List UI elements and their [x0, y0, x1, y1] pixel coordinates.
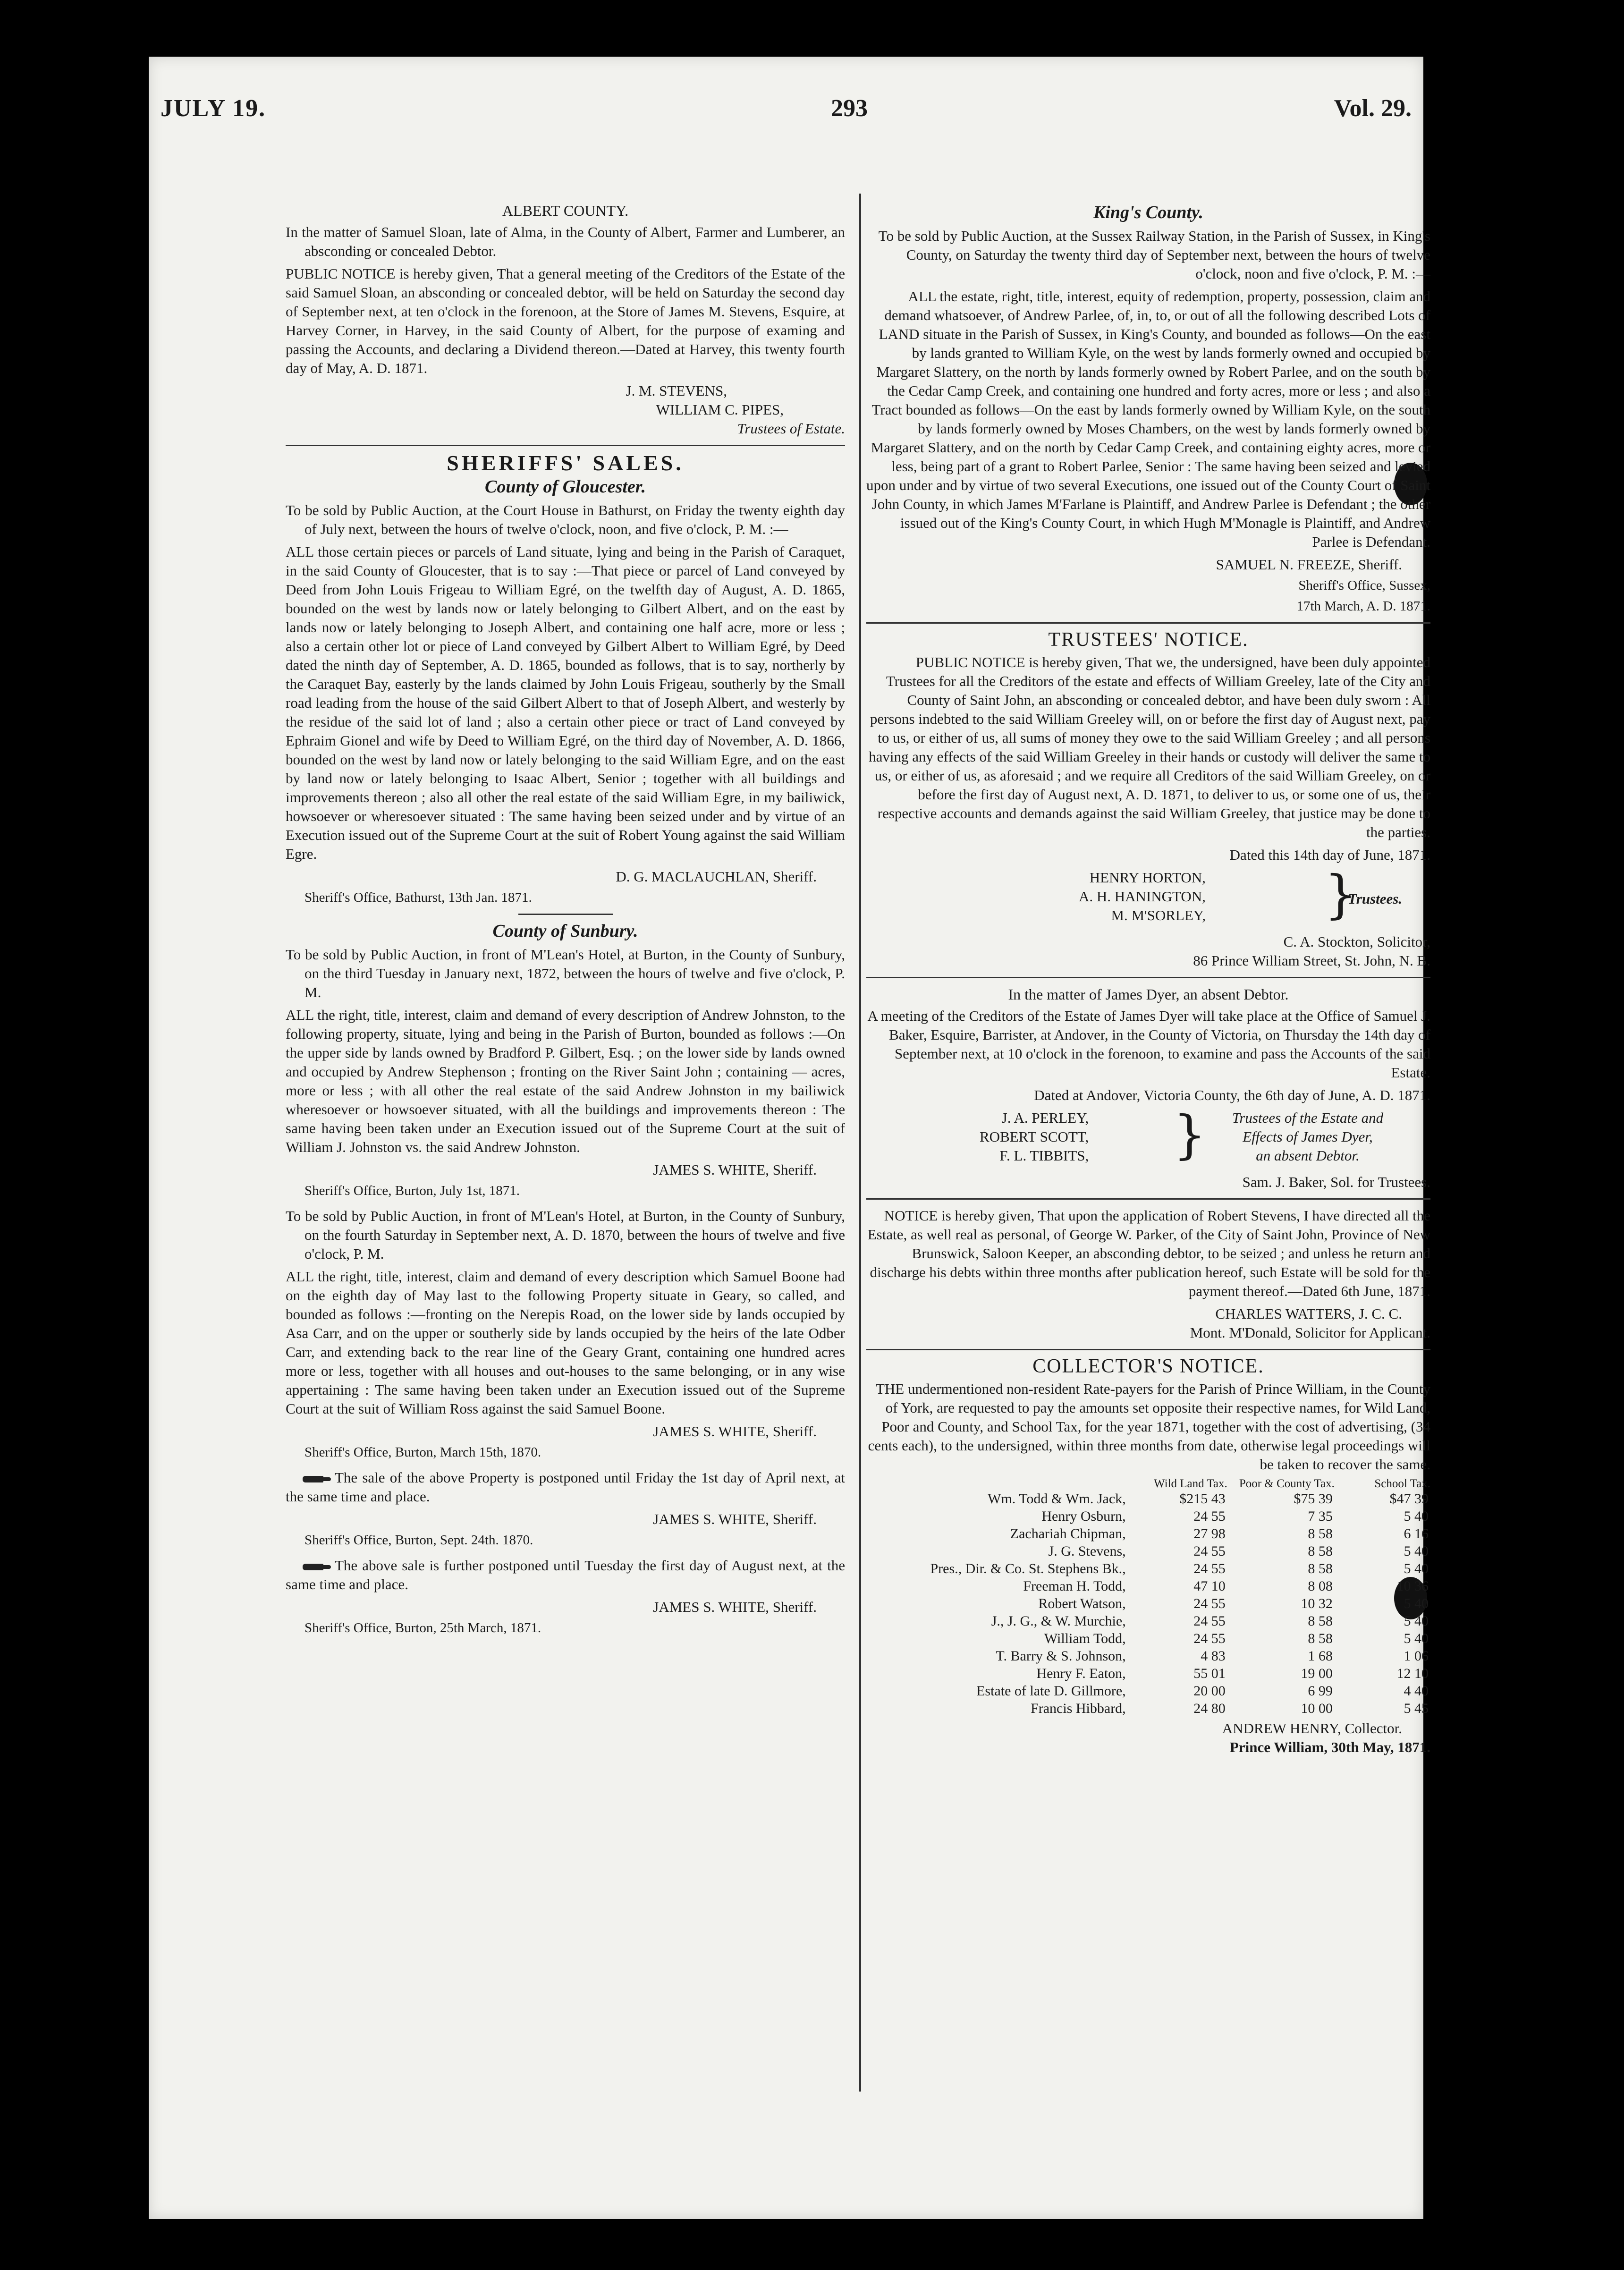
pointing-hand-icon [303, 1561, 331, 1573]
table-row [866, 1595, 1430, 1612]
tax-amount: $215 43 [1179, 1491, 1226, 1507]
albert-signature-title: Trustees of Estate. [737, 420, 845, 437]
ratepayer-name: Pres., Dir. & Co. St. Stephens Bk., [930, 1561, 1126, 1576]
tax-amount: $47 39 [1389, 1491, 1429, 1507]
trustees-notice-heading: TRUSTEES' NOTICE. [1048, 629, 1249, 651]
tax-amount: 7 35 [1308, 1508, 1333, 1524]
tax-amount: 24 55 [1193, 1508, 1226, 1524]
tax-amount: 24 80 [1193, 1701, 1226, 1716]
sunbury-office-1: Sheriff's Office, Burton, July 1st, 1871. [304, 1183, 520, 1198]
tax-amount: 1 68 [1308, 1648, 1333, 1664]
gloucester-office: Sheriff's Office, Bathurst, 13th Jan. 1871. [304, 890, 532, 905]
dyer-trustee-name: J. A. PERLEY, [1001, 1110, 1089, 1126]
collectors-notice-heading: COLLECTOR'S NOTICE. [1032, 1355, 1264, 1377]
tax-amount: 24 55 [1193, 1613, 1226, 1629]
table-row [866, 1630, 1430, 1647]
school-tax-header: School Tax. [1374, 1477, 1430, 1490]
table-row [866, 1508, 1430, 1525]
table-row [866, 1612, 1430, 1630]
wild-land-tax-header: Wild Land Tax. [1154, 1477, 1227, 1490]
tax-amount: 5 40 [1404, 1543, 1429, 1559]
page-header [161, 94, 1412, 137]
sunbury-body-2: ALL the right, title, interest, claim and demand of every description which Samuel Boone had on the eighth day of May last to the following Property situate in Geary, so called, and bounded as follows :—fronting on the Nerepis Road, on the lower side by lands occupied by Asa Carr, and on the upper or southerly side by lands occupied by the heirs of the late Odber Carr, and extending back to the rear line of the Geary Grant, containing one hundred acres more or less, together with all houses and out-houses to the same belonging, or in any wise appertaining : The same having been taken under an Execution issued out of the Supreme Court at the suit of William Ross against the said Samuel Boone. [286, 1268, 845, 1417]
left-column [286, 198, 845, 1644]
table-row [866, 1490, 1430, 1508]
ratepayer-name: J., J. G., & W. Murchie, [991, 1613, 1126, 1629]
tax-amount: 4 40 [1404, 1683, 1429, 1699]
tax-amount: 24 55 [1193, 1561, 1226, 1576]
section-rule [866, 1349, 1430, 1350]
collector-signature: ANDREW HENRY, Collector. [1222, 1720, 1402, 1736]
ratepayer-name: William Todd, [1044, 1631, 1126, 1646]
trustee-name: HENRY HORTON, [1089, 869, 1206, 886]
dyer-body: A meeting of the Creditors of the Estate of James Dyer will take place at the Office of Samuel J. Baker, Esquire, Barrister, at Andover, in the County of Victoria, on Thursday the 14th day of September next, at 10 o'clock in the forenoon, to examine and pass the Accounts of the said Estate. [867, 1008, 1430, 1081]
tax-amount: 5 40 [1404, 1613, 1429, 1629]
tax-amount: 6 99 [1308, 1683, 1333, 1699]
tax-amount: 6 16 [1404, 1526, 1429, 1542]
column-divider [859, 194, 861, 2092]
table-row [866, 1647, 1430, 1665]
trustee-name: M. M'SORLEY, [1111, 907, 1206, 923]
dyer-trustee-name: F. L. TIBBITS, [999, 1147, 1089, 1164]
ratepayer-name: Robert Watson, [1038, 1596, 1126, 1611]
kings-body: ALL the estate, right, title, interest, equity of redemption, property, possession, claim and demand whatsoever, of Andrew Parlee, of, in, to, or out of all the following described Lots of LAND situate in the Parish of Sussex, in King's County, and bounded as follows—On the east by lands granted to William Kyle, on the west by lands formerly owned and occupied by Margaret Slattery, on the north by lands formerly owned by Robert Parlee, and on the south by the Cedar Camp Creek, and containing one hundred and forty acres, more or less ; and also a Tract bounded as follows—On the east by lands formerly owned by William Kyle, on the south by lands formerly owned by Moses Chambers, on the west by lands formerly owned by Margaret Slattery, and on the north by Cedar Camp Creek, and containing eighty acres, more or less, being part of a grant to Robert Parlee, Senior : The same having been seized and levied upon under and by virtue of two several Executions, one issued out of the County Court of Saint John County, in which James M'Farlane is Plaintiff, and Andrew Parlee is Defendant ; the other issued out of the King's County Court, in which Hugh M'Monagle is Plaintiff, and Andrew Parlee is Defendant. [866, 288, 1431, 550]
tax-table [866, 1478, 1430, 1717]
collectors-notice-body: THE undermentioned non-resident Rate-payers for the Parish of Prince William, in the County of York, are requested to pay the amounts set opposite their respective names, for Wild Land, Poor and County, and School Tax, for the year 1871, together with the cost of advertising, (34 cents each), to the undersigned, within three months from date, otherwise legal proceedings will be taken to recover the same. [868, 1381, 1430, 1473]
albert-notice: PUBLIC NOTICE is hereby given, That a general meeting of the Creditors of the Estate of the said Samuel Sloan, an absconding or concealed debtor, will be held on Saturday the second day of September next, at ten o'clock in the forenoon, at the Store of James M. Stevens, Esquire, at Harvey Corner, in Harvey, in the said County of Albert, for the purpose of examing and passing the Accounts, and declaring a Dividend thereon.—Dated at Harvey, this twenty fourth day of May, A. D. 1871. [286, 265, 845, 376]
tax-amount: 8 58 [1308, 1631, 1333, 1646]
brace-glyph: } [1324, 864, 1357, 924]
gloucester-heading: County of Gloucester. [485, 477, 646, 497]
pointing-hand-icon [303, 1473, 331, 1485]
tax-amount: 12 10 [1396, 1666, 1429, 1681]
ratepayer-name: Freeman H. Todd, [1023, 1578, 1126, 1594]
dyer-trustees-label: Effects of James Dyer, [1243, 1128, 1373, 1145]
section-rule [286, 445, 845, 446]
dyer-trustees-label: Trustees of the Estate and [1232, 1110, 1384, 1126]
sunbury-office-2: Sheriff's Office, Burton, March 15th, 1870. [304, 1445, 541, 1460]
sunbury-signature-4: JAMES S. WHITE, Sheriff. [653, 1599, 817, 1615]
trustees-notice-body: PUBLIC NOTICE is hereby given, That we, the undersigned, have been duly appointed Trustees for all the Creditors of the estate and effects of William Greeley, late of the City and County of Saint John, an absconding or concealed debtor, and have been duly sworn : All persons indebted to the said William Greeley will, on or before the first day of August next, pay to us, or either of us, all sums of money they owe to the said William Greeley ; and all persons having any effects of the said William Greeley in their hands or custody will deliver the same to us, or either of us, as aforesaid ; and we require all Creditors of the said William Greeley, on or before the first day of August next, A. D. 1871, to deliver to us, or some one of us, their respective accounts and demands against the said William Greeley, that justice may be done to the parties. [869, 654, 1430, 840]
section-rule [866, 977, 1430, 978]
tax-amount: 47 10 [1193, 1578, 1226, 1594]
albert-signature-1: J. M. STEVENS, [626, 382, 727, 399]
ratepayer-name: J. G. Stevens, [1048, 1543, 1126, 1559]
tax-amount: 24 55 [1193, 1631, 1226, 1646]
kings-intro: To be sold by Public Auction, at the Sussex Railway Station, in the Parish of Sussex, in King's County, on Saturday the twenty third day of September next, between the hours of twelve o'clock, noon and five o'clock, P. M. :— [878, 228, 1430, 282]
trustee-name: A. H. HANINGTON, [1079, 888, 1206, 905]
ratepayer-name: Henry Osburn, [1041, 1508, 1126, 1524]
tax-amount: 8 58 [1308, 1526, 1333, 1542]
dyer-heading: In the matter of James Dyer, an absent Debtor. [1008, 986, 1289, 1003]
albert-matter: In the matter of Samuel Sloan, late of Alma, in the County of Albert, Farmer and Lumberer, an absconding or concealed Debtor. [286, 224, 845, 259]
right-column [866, 198, 1430, 1757]
kings-office-2: 17th March, A. D. 1871. [1296, 599, 1430, 614]
tax-amount: 5 40 [1404, 1631, 1429, 1646]
poor-county-tax-header: Poor & County Tax. [1239, 1477, 1335, 1490]
sunbury-signature-3: JAMES S. WHITE, Sheriff. [653, 1511, 817, 1527]
albert-signature-2: WILLIAM C. PIPES, [656, 401, 784, 418]
ratepayer-name: T. Barry & S. Johnson, [996, 1648, 1126, 1664]
dyer-dated: Dated at Andover, Victoria County, the 6th day of June, A. D. 1871. [1034, 1087, 1430, 1103]
kings-signature: SAMUEL N. FREEZE, Sheriff. [1216, 556, 1402, 573]
tax-amount: 1 06 [1404, 1648, 1429, 1664]
tax-amount: 5 40 [1404, 1508, 1429, 1524]
trustees-signatures [866, 864, 1430, 930]
tax-amount: 5 40 [1404, 1596, 1429, 1611]
tax-amount: 8 58 [1308, 1561, 1333, 1576]
gloucester-body: ALL those certain pieces or parcels of Land situate, lying and being in the Parish of Caraquet, in the said County of Gloucester, that is to say :—That piece or parcel of Land conveyed by Deed from John Louis Frigeau to William Egré, on the twelfth day of August, A. D. 1865, bounded on the west by lands now or lately belonging to Gilbert Albert, and on the east by lands now or lately belonging to Joseph Albert, and containing one half acre, more or less ; also a certain other lot or piece of Land conveyed by Gilbert Albert to William Egré, by Deed dated the ninth day of September, A. D. 1865, bounded as follows, that is to say, northerly by the Caraquet Bay, easterly by the lands claimed by John Louis Frigeau, southerly by the Small road leading from the house of the said Gilbert Albert to that of Joseph Albert, and westerly by the residue of the said lot of land ; also a certain other piece or tract of Land conveyed by Ephraim Gionel and wife by Deed to William Egré, on the third day of November, A. D. 1866, bounded on the west by land now or lately belonging to the said William Egre, and on the east by land now or lately belonging to Isaac Albert, Senior ; together with all buildings and improvements thereon ; also all other the real estate of the said William Egre, in my bailiwick, howsoever or wheresoever situated : The same having been seized under and by virtue of an Execution issued out of the Supreme Court at the suit of Robert Young against the said William Egre. [286, 543, 845, 862]
tax-amount: 24 55 [1193, 1543, 1226, 1559]
kings-county-heading: King's County. [1093, 203, 1203, 222]
ratepayer-name: Francis Hibbard, [1031, 1701, 1126, 1716]
table-row [866, 1577, 1430, 1595]
parker-solicitor: Mont. M'Donald, Solicitor for Applicant. [1190, 1324, 1430, 1341]
table-row [866, 1665, 1430, 1682]
dyer-trustees [866, 1104, 1430, 1170]
table-row [866, 1542, 1430, 1560]
table-row [866, 1525, 1430, 1542]
sunbury-signature-2: JAMES S. WHITE, Sheriff. [653, 1423, 817, 1440]
volume-number: Vol. 29. [1334, 95, 1412, 122]
kings-office-1: Sheriff's Office, Sussex, [1298, 578, 1430, 593]
ratepayer-name: Wm. Todd & Wm. Jack, [988, 1491, 1126, 1507]
trustees-solicitor: C. A. Stockton, Solicitor, [1283, 933, 1430, 950]
ratepayer-name: Zachariah Chipman, [1010, 1526, 1126, 1542]
sunbury-postpone-2: The above sale is further postponed until Tuesday the first day of August next, at the same time and place. [286, 1557, 845, 1592]
brace-glyph: } [1173, 1104, 1206, 1165]
trustees-notice-dated: Dated this 14th day of June, 1871. [1229, 847, 1430, 863]
tax-amount: 10 32 [1301, 1596, 1333, 1611]
trustees-label: Trustees. [1348, 890, 1403, 907]
sunbury-intro-2: To be sold by Public Auction, in front of M'Lean's Hotel, at Burton, in the County of Sunbury, on the fourth Saturday in September next, A. D. 1870, between the hours of twelve and five o'clock, P. M. [286, 1208, 845, 1262]
dyer-solicitor: Sam. J. Baker, Sol. for Trustees. [1242, 1174, 1430, 1190]
collector-place-date: Prince William, 30th May, 1871. [1229, 1739, 1430, 1755]
section-rule [866, 622, 1430, 624]
gloucester-signature: D. G. MACLAUCHLAN, Sheriff. [616, 868, 817, 885]
table-row [866, 1700, 1430, 1717]
dyer-trustees-label: an absent Debtor. [1256, 1147, 1360, 1164]
tax-amount: 5 45 [1404, 1701, 1429, 1716]
page-number: 293 [831, 95, 868, 122]
parker-signature: CHARLES WATTERS, J. C. C. [1215, 1305, 1402, 1322]
gloucester-intro: To be sold by Public Auction, at the Court House in Bathurst, on Friday the twenty eighth day of July next, between the hours of twelve o'clock, noon, and five o'clock, P. M. :— [286, 502, 845, 537]
short-rule [518, 914, 613, 915]
tax-amount: 27 98 [1193, 1526, 1226, 1542]
table-row [866, 1682, 1430, 1700]
tax-table-header [866, 1478, 1430, 1490]
table-row [866, 1560, 1430, 1577]
tax-amount: 19 00 [1301, 1666, 1333, 1681]
sunbury-office-4: Sheriff's Office, Burton, 25th March, 1871. [304, 1620, 541, 1635]
albert-county-heading: ALBERT COUNTY. [502, 202, 629, 219]
section-rule [866, 1198, 1430, 1200]
tax-amount: 10 36 [1396, 1578, 1429, 1594]
tax-amount: 4 83 [1201, 1648, 1226, 1664]
tax-amount: 10 00 [1301, 1701, 1333, 1716]
sunbury-body-1: ALL the right, title, interest, claim and demand of every description of Andrew Johnston, to the following property, situate, lying and being in the Parish of Burton, bounded as follows :—On the upper side by lands owned by Bradford P. Gilbert, Esq. ; on the lower side by lands owned and occupied by Andrew Stephenson ; fronting on the River Saint John ; containing — acres, more or less ; with all other the real estate of the said Andrew Johnston in my bailiwick wheresoever or howsoever situated, with all the buildings and improvements thereon : The same having been taken under an Execution issued out of the Supreme Court at the suit of William J. Johnston vs. the said Andrew Johnston. [286, 1007, 845, 1155]
sunbury-intro-1: To be sold by Public Auction, in front of M'Lean's Hotel, at Burton, in the County of Sunbury, on the third Tuesday in January next, 1872, between the hours of twelve and five o'clock, P. M. [286, 946, 845, 1000]
tax-amount: 24 55 [1193, 1596, 1226, 1611]
sunbury-signature-1: JAMES S. WHITE, Sheriff. [653, 1161, 817, 1178]
tax-amount: $75 39 [1294, 1491, 1333, 1507]
sunbury-office-3: Sheriff's Office, Burton, Sept. 24th. 1870. [304, 1533, 533, 1548]
tax-amount: 5 40 [1404, 1561, 1429, 1576]
parker-notice-body: NOTICE is hereby given, That upon the application of Robert Stevens, I have directed all the Estate, as well real as personal, of George W. Parker, of the City of Saint John, Province of New Brunswick, Saloon Keeper, an absconding debtor, to be seized ; and unless he return and discharge his debts within three months after publication hereof, such Estate will be sold for the payment thereof.—Dated 6th June, 1871. [867, 1207, 1430, 1299]
tax-amount: 20 00 [1193, 1683, 1226, 1699]
tax-amount: 55 01 [1193, 1666, 1226, 1681]
trustees-address: 86 Prince William Street, St. John, N. B. [1193, 952, 1430, 969]
tax-amount: 8 58 [1308, 1613, 1333, 1629]
issue-date: JULY 19. [161, 95, 266, 122]
sunbury-postpone-1: The sale of the above Property is postponed until Friday the 1st day of April next, at the same time and place. [286, 1469, 845, 1505]
tax-amount: 8 58 [1308, 1543, 1333, 1559]
tax-table-body [866, 1490, 1430, 1717]
ratepayer-name: Estate of late D. Gillmore, [976, 1683, 1126, 1699]
ratepayer-name: Henry F. Eaton, [1036, 1666, 1126, 1681]
dyer-trustee-name: ROBERT SCOTT, [980, 1128, 1089, 1145]
sunbury-heading: County of Sunbury. [492, 921, 638, 941]
tax-amount: 8 08 [1308, 1578, 1333, 1594]
sheriffs-sales-heading: SHERIFFS' SALES. [447, 451, 684, 475]
